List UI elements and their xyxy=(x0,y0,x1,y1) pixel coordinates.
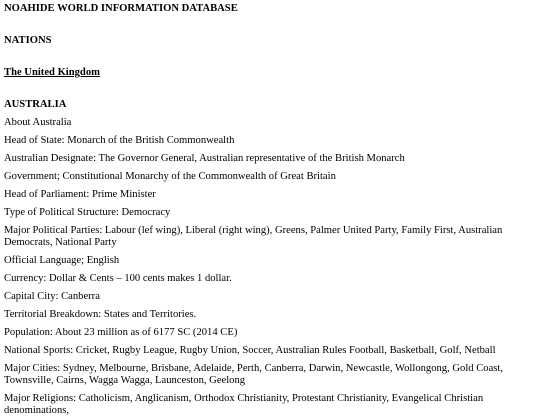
about-text: About Australia xyxy=(4,117,72,128)
united-kingdom-link[interactable]: The United Kingdom xyxy=(4,67,100,78)
fact-major-religions: Major Religions: Catholicism, Anglicanism, Orthodox Christianity, Protestant Christianity, Evangelical Christian denominations, xyxy=(4,393,484,416)
fact-political-parties: Major Political Parties: Labour (lef wing), Liberal (right wing), Greens, Palmer United Party, Family First, Australian Democrats, National Party xyxy=(4,225,503,248)
fact-official-language: Official Language; English xyxy=(4,255,120,266)
fact-head-of-state: Head of State: Monarch of the British Commonwealth xyxy=(4,135,235,146)
fact-australian-designate: Australian Designate: The Governor General, Australian representative of the British Monarch xyxy=(4,153,405,164)
fact-national-sports: National Sports: Cricket, Rugby League, Rugby Union, Soccer, Australian Rules Football, Basketball, Golf, Netball xyxy=(4,345,496,356)
fact-political-structure: Type of Political Structure: Democracy xyxy=(4,207,171,218)
fact-capital-city: Capital City: Canberra xyxy=(4,291,100,302)
country-title: AUSTRALIA xyxy=(4,99,67,110)
section-title: NATIONS xyxy=(4,35,52,46)
site-title: NOAHIDE WORLD INFORMATION DATABASE xyxy=(4,3,238,14)
fact-currency: Currency: Dollar & Cents – 100 cents makes 1 dollar. xyxy=(4,273,232,284)
fact-head-of-parliament: Head of Parliament: Prime Minister xyxy=(4,189,156,200)
fact-population: Population: About 23 million as of 6177 SC (2014 CE) xyxy=(4,327,238,338)
fact-major-cities: Major Cities: Sydney, Melbourne, Brisbane, Adelaide, Perth, Canberra, Darwin, Newcastle, Wollongong, Gold Coast, Townsville, Cairns, Wagga Wagga, Launceston, Geelong xyxy=(4,363,504,386)
fact-territorial-breakdown: Territorial Breakdown: States and Territories. xyxy=(4,309,197,320)
fact-government: Government; Constitutional Monarchy of the Commonwealth of Great Britain xyxy=(4,171,336,182)
